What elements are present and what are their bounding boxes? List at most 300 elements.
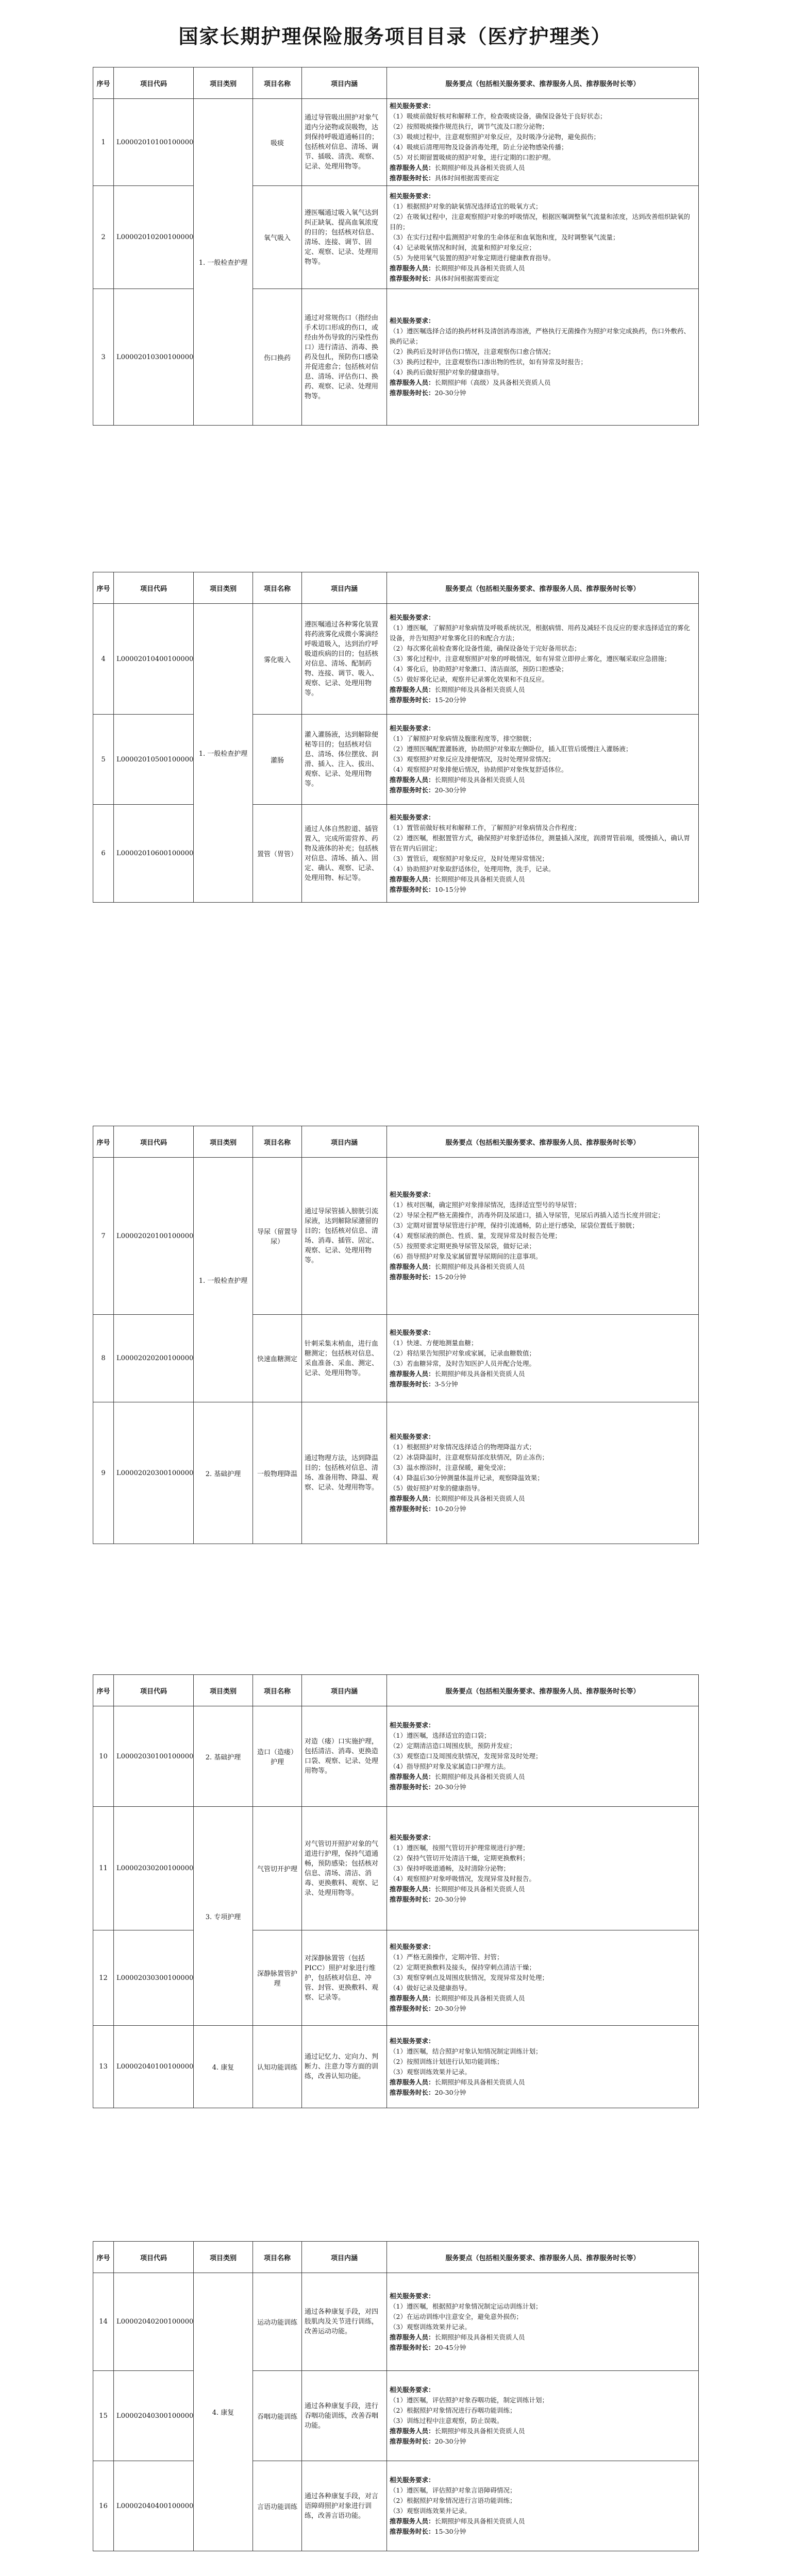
duration-line — [390, 2436, 696, 2447]
duration-line — [390, 695, 696, 705]
item-no: 6 — [93, 805, 114, 903]
req-label: 相关服务要求： — [390, 813, 435, 821]
duration-label: 推荐服务时长： — [390, 174, 435, 182]
req-label: 相关服务要求： — [390, 614, 435, 621]
item-service-points — [387, 1315, 699, 1402]
staff-label: 推荐服务人员： — [390, 1369, 435, 1378]
service-table-page-2 — [93, 572, 699, 903]
duration-value: 具体时间根据需要而定 — [434, 174, 499, 182]
staff-value: 长期照护师及具备相关资质人员 — [434, 164, 525, 172]
req-label: 相关服务要求： — [390, 2476, 435, 2484]
item-no: 3 — [93, 289, 114, 426]
staff-value: 长期照护师及具备相关资质人员 — [434, 2078, 525, 2086]
item-desc: 通过各种康复手段，进行吞咽功能训练，改善吞咽功能。 — [302, 2371, 387, 2461]
table-row — [93, 1930, 699, 2026]
item-no: 9 — [93, 1402, 114, 1544]
item-service-points — [387, 2273, 699, 2371]
duration-value: 15-30分钟 — [434, 2528, 466, 2535]
req-line: （2）导尿全程严格无菌操作，消毒外阴及尿道口，插入导尿管，见尿后再插入适当长度并固定； — [390, 1211, 664, 1219]
item-name: 雾化吸入 — [253, 604, 302, 715]
req-line: （4）降温后30分钟测量体温并记录，观察降温效果； — [390, 1474, 544, 1482]
item-no: 10 — [93, 1706, 114, 1807]
staff-value: 长期照护师及具备相关资质人员 — [434, 686, 525, 693]
req-line: （3）温水擦浴时，注意保暖，避免受凉； — [390, 1464, 510, 1471]
header-points: 服务要点（包括相关服务要求、推荐服务人员、推荐服务时长等） — [387, 2242, 699, 2273]
req-line: （1）置管前做好核对和解释工作，了解照护对象病情及合作程度； — [390, 823, 581, 832]
staff-label: 推荐服务人员： — [390, 1994, 435, 2002]
staff-line — [390, 378, 696, 388]
duration-line — [390, 1379, 696, 1389]
duration-line — [390, 2527, 696, 2537]
req-line: （1）快速、方便地测量血糖； — [390, 1338, 478, 1347]
req-line: （3）雾化过程中，注意观察照护对象的呼吸情况，如有异常立即停止雾化，遵医嘱采取应急措施； — [390, 655, 671, 663]
service-table-page-1 — [93, 67, 699, 426]
staff-line — [390, 685, 696, 695]
req-line: （5）做好雾化记录，观察并记录雾化效果和不良反应。 — [390, 675, 548, 683]
item-name: 伤口换药 — [253, 289, 302, 426]
req-line: （2）每次雾化前检查雾化设备性能，确保设备处于完好备用状态； — [390, 645, 581, 652]
duration-line — [390, 2343, 696, 2353]
item-no: 4 — [93, 604, 114, 715]
item-service-points — [387, 2026, 699, 2108]
item-desc: 通过物理方法，达到降温目的；包括核对信息、清场、准备用物、降温、观察、记录、处理用物等。 — [302, 1402, 387, 1544]
staff-value: 长期照护师及具备相关资质人员 — [434, 1885, 525, 1893]
item-service-points — [387, 1930, 699, 2026]
staff-label: 推荐服务人员： — [390, 875, 435, 883]
req-line: （3）观察穿刺点及周围皮肤情况，发现异常及时处理； — [390, 1974, 548, 1981]
staff-value: 长期照护师及具备相关资质人员 — [434, 2517, 525, 2525]
duration-line — [390, 388, 696, 398]
staff-label: 推荐服务人员： — [390, 2427, 435, 2435]
staff-line — [390, 1993, 696, 2004]
duration-line — [390, 2004, 696, 2014]
duration-line — [390, 274, 696, 284]
item-code: L00002010600100000 — [114, 805, 194, 903]
staff-value: 长期照护师及具备相关资质人员 — [434, 1495, 525, 1502]
duration-label: 推荐服务时长： — [390, 389, 435, 397]
item-name: 认知功能训练 — [253, 2026, 302, 2108]
table-row — [93, 1315, 699, 1402]
header-code: 项目代码 — [114, 67, 194, 99]
staff-label: 推荐服务人员： — [390, 2517, 435, 2525]
header-desc: 项目内涵 — [302, 67, 387, 99]
item-service-points — [387, 1706, 699, 1807]
req-line: （4）换药后做好照护对象的健康指导。 — [390, 368, 503, 376]
table-row — [93, 1807, 699, 1930]
item-name: 灌肠 — [253, 715, 302, 805]
item-no: 8 — [93, 1315, 114, 1402]
req-line: （1）遵医嘱选择合适的换药材料及清创消毒溶液，严格执行无菌操作为照护对象完成换药，伤口外敷药、换药记录； — [390, 327, 690, 345]
duration-line — [390, 173, 696, 183]
duration-label: 推荐服务时长： — [390, 1895, 435, 1903]
item-category: 1. 一般检查护理 — [194, 604, 253, 903]
item-service-points — [387, 604, 699, 715]
req-line: （3）换药过程中，注意观察伤口渗出物的性状，如有异常及时报告； — [390, 358, 587, 366]
staff-label: 推荐服务人员： — [390, 2078, 435, 2086]
item-desc: 通过各种康复手段，对四肢肌肉及关节进行训练，改善运动功能。 — [302, 2273, 387, 2371]
item-desc: 对造（瘘）口实施护理，包括清洁、消毒、更换造口袋、观察、记录、处理用物等。 — [302, 1706, 387, 1807]
item-service-points — [387, 2461, 699, 2551]
service-table-page-4 — [93, 1674, 699, 2108]
item-desc: 通过各种康复手段，对言语障碍照护对象进行训练，改善言语功能。 — [302, 2461, 387, 2551]
item-name: 运动功能训练 — [253, 2273, 302, 2371]
item-code: L00002030300100000 — [114, 1930, 194, 2026]
item-code: L00002010400100000 — [114, 604, 194, 715]
header-no: 序号 — [93, 2242, 114, 2273]
item-category: 4. 康复 — [194, 2026, 253, 2108]
req-line: （3）保持呼吸道通畅，及时清除分泌物； — [390, 1864, 510, 1872]
duration-value: 20-30分钟 — [434, 1783, 466, 1791]
staff-label: 推荐服务人员： — [390, 1495, 435, 1502]
req-label: 相关服务要求： — [390, 2292, 435, 2300]
table-row — [93, 1706, 699, 1807]
req-line: （4）吸痰后清理用物及设备消毒处理，防止分泌物感染传播； — [390, 143, 568, 151]
header-points: 服务要点（包括相关服务要求、推荐服务人员、推荐服务时长等） — [387, 1126, 699, 1158]
duration-value: 20-30分钟 — [434, 786, 466, 794]
staff-value: 长期照护师（高级）及具备相关资质人员 — [434, 379, 551, 386]
item-no: 2 — [93, 186, 114, 289]
req-line: （2）定期更换敷料及接头，保持穿刺点清洁干燥； — [390, 1963, 535, 1971]
req-line: （3）观察照护对象反应及排便情况，及时处理异常情况； — [390, 755, 555, 763]
duration-line — [390, 1894, 696, 1905]
item-service-points — [387, 2371, 699, 2461]
duration-line — [390, 1272, 696, 1282]
table-row — [93, 805, 699, 903]
duration-value: 具体时间根据需要而定 — [434, 274, 499, 282]
header-points: 服务要点（包括相关服务要求、推荐服务人员、推荐服务时长等） — [387, 572, 699, 604]
req-label: 相关服务要求： — [390, 1943, 435, 1951]
table-row — [93, 99, 699, 186]
duration-value: 20-30分钟 — [434, 1895, 466, 1903]
req-label: 相关服务要求： — [390, 724, 435, 732]
item-code: L00002040100100000 — [114, 2026, 194, 2108]
staff-label: 推荐服务人员： — [390, 1885, 435, 1893]
req-line: （4）协助照护对象取舒适体位，处理用物，洗手，记录。 — [390, 865, 555, 873]
req-line: （2）遵照医嘱配置灌肠液，协助照护对象取左侧卧位，插入肛管后缓慢注入灌肠液； — [390, 745, 632, 753]
req-label: 相关服务要求： — [390, 2037, 435, 2045]
item-no: 1 — [93, 99, 114, 186]
item-desc: 通过记忆力、定向力、判断力、注意力等方面的训练，改善认知功能。 — [302, 2026, 387, 2108]
duration-label: 推荐服务时长： — [390, 2005, 435, 2012]
duration-label: 推荐服务时长： — [390, 696, 435, 704]
req-line: （1）遵医嘱，按照气管切开护理常规进行护理； — [390, 1843, 529, 1852]
staff-line — [390, 2332, 696, 2343]
req-line: （3）在实行过程中监测照护对象的生命体征和血氧饱和度，及时调整氧气流量； — [390, 233, 619, 241]
item-code: L00002020300100000 — [114, 1402, 194, 1544]
duration-value: 15-20分钟 — [434, 696, 466, 704]
table-row — [93, 1402, 699, 1544]
item-no: 16 — [93, 2461, 114, 2551]
duration-label: 推荐服务时长： — [390, 2343, 435, 2351]
staff-label: 推荐服务人员： — [390, 1263, 435, 1270]
item-service-points — [387, 1158, 699, 1315]
duration-label: 推荐服务时长： — [390, 1505, 435, 1513]
item-desc: 遵医嘱通过各种雾化装置将药液雾化成微小雾滴经呼吸道吸入，达到治疗呼吸道疾病的目的；包括核对信息、清场、配制药物、连接、调节、吸入、观察、记录、处理用物等。 — [302, 604, 387, 715]
req-line: （2）根据照护对象情况进行吞咽功能训练； — [390, 2406, 516, 2414]
req-line: （4）观察尿液的颜色、性质、量，发现异常及时报告处理； — [390, 1232, 561, 1240]
header-points: 服务要点（包括相关服务要求、推荐服务人员、推荐服务时长等） — [387, 1675, 699, 1706]
header-name: 项目名称 — [253, 1126, 302, 1158]
item-code: L00002030200100000 — [114, 1807, 194, 1930]
item-service-points — [387, 186, 699, 289]
duration-value: 20-30分钟 — [434, 2088, 466, 2096]
req-line: （2）冰袋降温时，注意观察局部皮肤情况，防止冻伤； — [390, 1453, 548, 1461]
table-row — [93, 715, 699, 805]
item-desc: 通过导尿管插入膀胱引流尿液，达到解除尿潴留的目的；包括核对信息、清场、消毒、插管、固定、观察、记录、处理用物等。 — [302, 1158, 387, 1315]
req-label: 相关服务要求： — [390, 192, 435, 200]
header-points: 服务要点（包括相关服务要求、推荐服务人员、推荐服务时长等） — [387, 67, 699, 99]
header-name: 项目名称 — [253, 67, 302, 99]
req-line: （5）对长期留置吸痰的照护对象，进行定期的口腔护理。 — [390, 154, 555, 161]
staff-label: 推荐服务人员： — [390, 1773, 435, 1781]
item-desc: 通过人体自然腔道、插管置入，完成所需营养、药物及液体的补充；包括核对信息、清场、插入、固定、确认、观察、记录、处理用物、标记等。 — [302, 805, 387, 903]
req-line: （1）根据照护对象情况选择适合的物理降温方式； — [390, 1443, 535, 1451]
staff-line — [390, 874, 696, 885]
req-line: （5）为使用氧气装置的照护对象定期进行健康教育指导。 — [390, 253, 555, 262]
staff-line — [390, 1772, 696, 1782]
table-row — [93, 1158, 699, 1315]
req-line: （3）观察训练效果并记录。 — [390, 2067, 471, 2076]
item-code: L00002020100100000 — [114, 1158, 194, 1315]
staff-value: 长期照护师及具备相关资质人员 — [434, 2427, 525, 2435]
item-no: 5 — [93, 715, 114, 805]
staff-label: 推荐服务人员： — [390, 686, 435, 693]
table-row — [93, 2371, 699, 2461]
duration-line — [390, 885, 696, 895]
req-line: （2）换药后及时评估伤口情况，注意观察伤口愈合情况； — [390, 348, 555, 355]
staff-line — [390, 1884, 696, 1894]
staff-line — [390, 2426, 696, 2436]
req-line: （5）按照要求定期更换导尿管及尿袋，做好记录； — [390, 1242, 535, 1250]
header-category: 项目类别 — [194, 2242, 253, 2273]
duration-label: 推荐服务时长： — [390, 274, 435, 282]
req-line: （2）保持气管切开处清洁干燥，定期更换敷料； — [390, 1854, 529, 1862]
req-line: （1）遵医嘱，根据照护对象情况制定运动训练计划； — [390, 2302, 542, 2310]
item-desc: 灌入灌肠液，达到解除便秘等目的；包括核对信息、清场、体位摆放、润滑、插入、注入、拔出、观察、记录、处理用物等。 — [302, 715, 387, 805]
req-line: （2）根据照护对象情况进行言语功能训练； — [390, 2497, 516, 2504]
duration-label: 推荐服务时长： — [390, 2437, 435, 2445]
req-label: 相关服务要求： — [390, 1433, 435, 1440]
service-table-page-3 — [93, 1126, 699, 1544]
duration-value: 20-45分钟 — [434, 2343, 466, 2351]
item-category: 1. 一般检查护理 — [194, 1158, 253, 1402]
item-desc: 遵医嘱通过吸入氧气达到纠正缺氧、提高血氧浓度的目的；包括核对信息、清场、连接、调节、固定、观察、记录、处理用物等。 — [302, 186, 387, 289]
req-line: （1）遵医嘱，选择适宜的造口袋； — [390, 1732, 491, 1739]
req-line: （5）做好照护对象的健康指导。 — [390, 1484, 484, 1492]
req-label: 相关服务要求： — [390, 317, 435, 325]
req-line: （4）观察照护对象呼吸情况，发现异常及时报告。 — [390, 1874, 535, 1883]
item-desc: 对深静脉置管（包括PICC）照护对象进行维护，包括核对信息、冲管、封管、更换敷料、观察、记录等。 — [302, 1930, 387, 2026]
staff-line — [390, 1262, 696, 1272]
header-desc: 项目内涵 — [302, 1126, 387, 1158]
header-desc: 项目内涵 — [302, 2242, 387, 2273]
header-category: 项目类别 — [194, 1126, 253, 1158]
header-code: 项目代码 — [114, 2242, 194, 2273]
header-no: 序号 — [93, 1126, 114, 1158]
item-desc: 对气管切开照护对象的气道进行护理，保持气道通畅，预防感染；包括核对信息、清场、清洁、消毒、更换敷料、观察、记录、处理用物等。 — [302, 1807, 387, 1930]
staff-label: 推荐服务人员： — [390, 164, 435, 172]
staff-value: 长期照护师及具备相关资质人员 — [434, 1263, 525, 1270]
req-line: （1）遵医嘱，了解照护对象病情及呼吸系统状况，根据病情、用药及减轻不良反应的要求选择适宜的雾化设备，并告知照护对象雾化目的和配合方法； — [390, 624, 690, 642]
header-code: 项目代码 — [114, 572, 194, 604]
duration-line — [390, 1504, 696, 1514]
header-no: 序号 — [93, 67, 114, 99]
item-no: 11 — [93, 1807, 114, 1930]
item-code: L00002040400100000 — [114, 2461, 194, 2551]
header-name: 项目名称 — [253, 1675, 302, 1706]
req-line: （3）训练过程中注意观察，防止误吸。 — [390, 2417, 503, 2425]
staff-value: 长期照护师及具备相关资质人员 — [434, 1994, 525, 2002]
duration-value: 10-15分钟 — [434, 885, 466, 893]
item-code: L00002010100100000 — [114, 99, 194, 186]
table-row — [93, 289, 699, 426]
table-row — [93, 2461, 699, 2551]
item-name: 深静脉置管护理 — [253, 1930, 302, 2026]
header-code: 项目代码 — [114, 1675, 194, 1706]
item-name: 言语功能训练 — [253, 2461, 302, 2551]
staff-line — [390, 1369, 696, 1379]
item-name: 气管切开护理 — [253, 1807, 302, 1930]
req-line: （3）观察造口及周围皮肤情况，发现异常及时处理； — [390, 1752, 542, 1760]
duration-value: 10-20分钟 — [434, 1505, 466, 1513]
duration-label: 推荐服务时长： — [390, 885, 435, 893]
item-category: 2. 基础护理 — [194, 1706, 253, 1807]
staff-value: 长期照护师及具备相关资质人员 — [434, 264, 525, 272]
header-desc: 项目内涵 — [302, 1675, 387, 1706]
duration-label: 推荐服务时长： — [390, 2528, 435, 2535]
item-service-points — [387, 1402, 699, 1544]
req-label: 相关服务要求： — [390, 2386, 435, 2394]
item-service-points — [387, 805, 699, 903]
req-line: （1）严格无菌操作，定期冲管、封管； — [390, 1953, 503, 1961]
item-category: 3. 专项护理 — [194, 1807, 253, 2026]
req-line: （1）根据照护对象的缺氧情况选择适宜的吸氧方式； — [390, 202, 542, 210]
staff-line — [390, 2077, 696, 2088]
req-line: （2）按照吸痰操作规范执行，调节气流及口腔分泌物； — [390, 123, 548, 130]
item-name: 导尿（留置导尿） — [253, 1158, 302, 1315]
table-row — [93, 604, 699, 715]
item-no: 13 — [93, 2026, 114, 2108]
req-line: （3）观察训练效果并记录。 — [390, 2507, 471, 2515]
req-line: （2）定期清洁造口周围皮肤，预防并发症； — [390, 1742, 516, 1750]
duration-label: 推荐服务时长： — [390, 1783, 435, 1791]
item-code: L00002020200100000 — [114, 1315, 194, 1402]
duration-label: 推荐服务时长： — [390, 2088, 435, 2096]
req-line: （1）遵医嘱，评估照护对象吞咽功能，制定训练计划； — [390, 2396, 548, 2404]
req-line: （4）做好记录及健康指导。 — [390, 1984, 471, 1992]
item-no: 14 — [93, 2273, 114, 2371]
staff-label: 推荐服务人员： — [390, 379, 435, 386]
req-line: （6）指导照护对象及家属留置导尿期间的注意事项。 — [390, 1252, 542, 1260]
staff-line — [390, 163, 696, 173]
req-line: （3）若血糖异常，及时告知医护人员并配合处理。 — [390, 1359, 535, 1367]
page-title: 国家长期护理保险服务项目目录（医疗护理类） — [178, 25, 612, 48]
req-line: （2）在吸氧过程中，注意观察照护对象的呼吸情况，根据医嘱调整氧气流量和浓度，达到改善组织缺氧的目的； — [390, 212, 690, 231]
req-line: （2）按照训练计划进行认知功能训练； — [390, 2057, 503, 2065]
duration-label: 推荐服务时长： — [390, 1380, 435, 1388]
table-row — [93, 2026, 699, 2108]
item-service-points — [387, 289, 699, 426]
req-line: （3）定期对留置导尿管进行护理，保持引流通畅，防止逆行感染，尿袋位置低于膀胱； — [390, 1222, 638, 1229]
item-code: L00002010300100000 — [114, 289, 194, 426]
duration-line — [390, 2088, 696, 2098]
staff-line — [390, 1494, 696, 1504]
item-service-points — [387, 1807, 699, 1930]
table-row — [93, 2273, 699, 2371]
item-service-points — [387, 99, 699, 186]
item-category: 4. 康复 — [194, 2273, 253, 2551]
staff-line — [390, 263, 696, 274]
item-name: 一般物理降温 — [253, 1402, 302, 1544]
duration-value: 20-30分钟 — [434, 2437, 466, 2445]
item-category: 1. 一般检查护理 — [194, 99, 253, 426]
item-desc: 通过导管吸出照护对象气道内分泌物或误吸物，达到保持呼吸道通畅目的；包括核对信息、清场、调节、插吸、清洗、观察、记录、处理用物等。 — [302, 99, 387, 186]
req-label: 相关服务要求： — [390, 1833, 435, 1841]
header-desc: 项目内涵 — [302, 572, 387, 604]
req-label: 相关服务要求： — [390, 1328, 435, 1336]
req-line: （1）核对医嘱，确定照护对象排尿情况，选择适宜型号的导尿管； — [390, 1201, 581, 1209]
req-line: （2）将结果告知照护对象或家属，记录血糖数值； — [390, 1349, 535, 1357]
req-line: （4）指导照护对象及家属造口护理方法。 — [390, 1762, 510, 1770]
item-name: 置管（胃管） — [253, 805, 302, 903]
req-line: （1）遵医嘱，评估照护对象言语障碍情况； — [390, 2486, 516, 2494]
duration-label: 推荐服务时长： — [390, 786, 435, 794]
header-name: 项目名称 — [253, 572, 302, 604]
duration-line — [390, 785, 696, 795]
item-no: 12 — [93, 1930, 114, 2026]
req-line: （2）遵医嘱，根据置管方式，确保照护对象舒适体位，测量插入深度，润滑胃管前端，缓慢插入，确认胃管在胃内后固定； — [390, 834, 690, 852]
req-line: （1）遵医嘱，结合照护对象认知情况制定训练计划； — [390, 2047, 542, 2055]
item-code: L00002040300100000 — [114, 2371, 194, 2461]
item-code: L00002010500100000 — [114, 715, 194, 805]
staff-label: 推荐服务人员： — [390, 264, 435, 272]
item-no: 7 — [93, 1158, 114, 1315]
staff-label: 推荐服务人员： — [390, 2333, 435, 2341]
item-name: 快速血糖测定 — [253, 1315, 302, 1402]
req-line: （3）观察训练效果并记录。 — [390, 2323, 471, 2331]
duration-label: 推荐服务时长： — [390, 1273, 435, 1281]
duration-value: 15-20分钟 — [434, 1273, 466, 1281]
req-line: （4）观察照护对象排便后情况，协助照护对象恢复舒适体位。 — [390, 766, 568, 773]
staff-line — [390, 775, 696, 785]
duration-line — [390, 1782, 696, 1792]
staff-value: 长期照护师及具备相关资质人员 — [434, 1773, 525, 1781]
header-category: 项目类别 — [194, 572, 253, 604]
item-desc: 针刺采集末梢血，进行血糖测定；包括核对信息、采血准备、采血、测定、记录、处理用物等。 — [302, 1315, 387, 1402]
item-desc: 通过对常规伤口（指经由手术切口形成的伤口，或经由外伤导致的污染性伤口）进行清洁、消毒、换药及包扎，预防伤口感染并促进愈合；包括核对信息、清场、评估伤口、换药、观察、记录、处理用物等。 — [302, 289, 387, 426]
req-line: （3）置管后，观察照护对象反应，及时处理异常情况； — [390, 854, 548, 862]
req-label: 相关服务要求： — [390, 1721, 435, 1729]
header-no: 序号 — [93, 572, 114, 604]
staff-line — [390, 2516, 696, 2527]
item-no: 15 — [93, 2371, 114, 2461]
req-line: （4）雾化后，协助照护对象漱口、清洁面部，预防口腔感染； — [390, 665, 568, 673]
req-label: 相关服务要求： — [390, 102, 435, 110]
item-name: 吸痰 — [253, 99, 302, 186]
staff-value: 长期照护师及具备相关资质人员 — [434, 776, 525, 784]
item-code: L00002010200100000 — [114, 186, 194, 289]
req-line: （3）吸痰过程中，注意观察照护对象反应，及时吸净分泌物，避免损伤； — [390, 133, 600, 141]
req-line: （4）记录吸氧情况和时间，流量和照护对象反应； — [390, 243, 535, 251]
req-line: （1）了解照护对象病情及腹胀程度等，排空膀胱； — [390, 735, 535, 742]
item-code: L00002040200100000 — [114, 2273, 194, 2371]
item-code: L00002030100100000 — [114, 1706, 194, 1807]
header-category: 项目类别 — [194, 1675, 253, 1706]
service-table-page-5 — [93, 2241, 699, 2551]
header-name: 项目名称 — [253, 2242, 302, 2273]
item-name: 造口（造瘘）护理 — [253, 1706, 302, 1807]
item-category: 2. 基础护理 — [194, 1402, 253, 1544]
